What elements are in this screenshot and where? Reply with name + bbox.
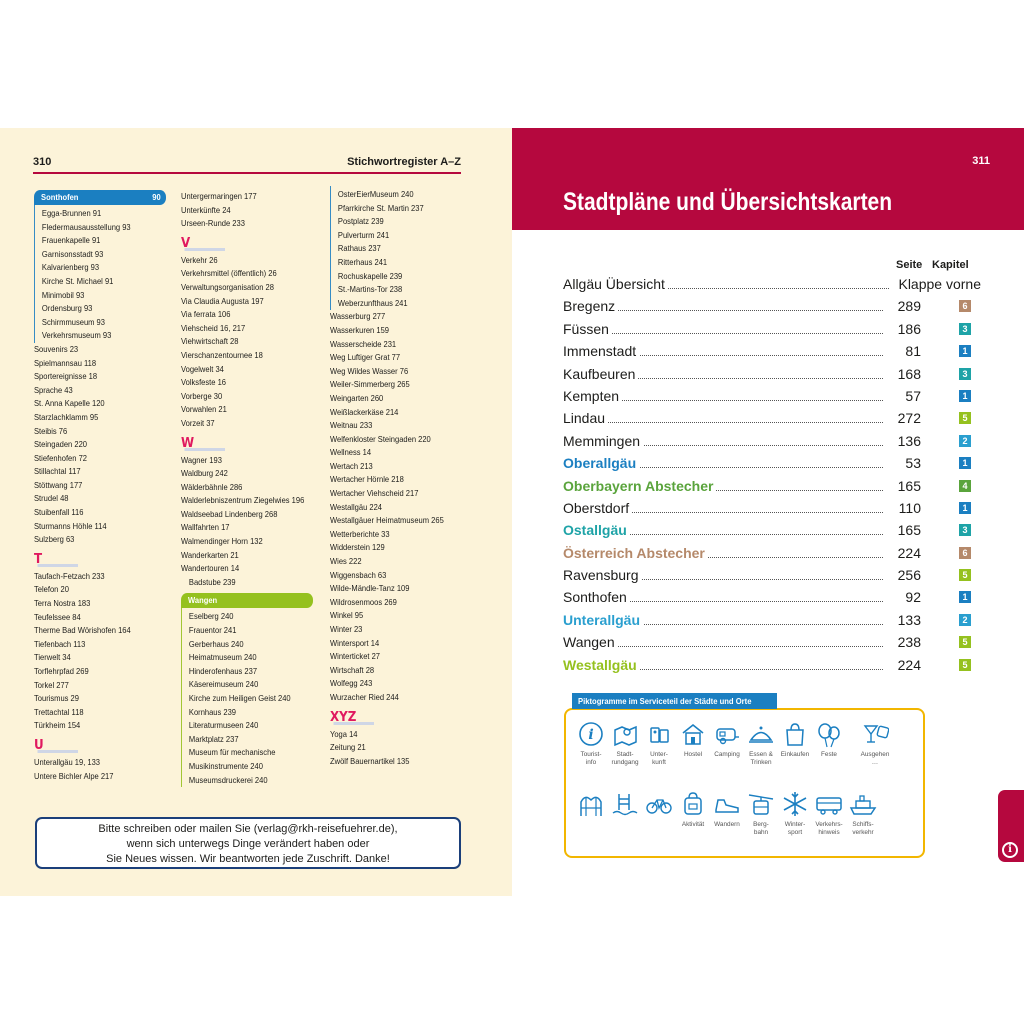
index-entry: Weingarten 260 xyxy=(330,392,384,403)
map-page-number: 289 xyxy=(897,298,921,315)
map-row[interactable] xyxy=(563,586,975,608)
index-entry: Käsereimuseum 240 xyxy=(188,679,259,690)
map-name: Oberbayern Abstecher xyxy=(563,475,716,497)
index-entry: Kornhaus 239 xyxy=(188,706,237,717)
map-row[interactable] xyxy=(563,363,975,385)
chapter-badge: 4 xyxy=(959,480,971,492)
index-entry: Vorberge 30 xyxy=(181,390,223,401)
index-entry: Gerberhaus 240 xyxy=(188,638,244,649)
page-number-left: 310 xyxy=(33,156,52,168)
index-entry: Viehwirtschaft 28 xyxy=(181,336,239,347)
camping-icon xyxy=(713,720,741,748)
pictogram xyxy=(642,720,676,767)
index-entry: Weiler-Simmerberg 265 xyxy=(330,379,410,390)
index-entry: Wandertouren 14 xyxy=(181,563,240,574)
cable-car-icon xyxy=(747,790,775,818)
index-entry: Hinderofenhaus 237 xyxy=(188,665,258,676)
index-entry: Wildrosenmoos 269 xyxy=(330,596,397,607)
info-side-tab[interactable] xyxy=(998,790,1024,862)
index-entry: Wilde-Mändle-Tanz 109 xyxy=(330,583,410,594)
index-entry: Verwaltungsorganisation 28 xyxy=(181,281,274,292)
map-name: Wangen xyxy=(563,631,618,653)
pictogram-label: Stadt- rundgang xyxy=(611,751,639,766)
index-entry: Westallgäu 224 xyxy=(330,501,383,512)
letter-heading-w: W xyxy=(181,436,315,454)
wangen-subentries xyxy=(181,608,315,787)
index-entry: Verkehr 26 xyxy=(181,254,218,265)
map-page-number: 57 xyxy=(905,387,921,404)
index-entry: Waldburg 242 xyxy=(181,468,228,479)
index-entry: Wallfahrten 17 xyxy=(181,522,230,533)
index-entry: Eselberg 240 xyxy=(188,611,234,622)
pictogram xyxy=(574,720,608,767)
chapter-badge: 1 xyxy=(959,457,971,469)
index-entry: Wirtschaft 28 xyxy=(330,664,375,675)
index-entry: Trettachtal 118 xyxy=(34,706,84,717)
pictogram-label: Wandern xyxy=(714,821,740,828)
index-entry: Urseen-Runde 233 xyxy=(181,218,245,229)
index-entry: Steingaden 220 xyxy=(34,439,87,450)
map-name: Memmingen xyxy=(563,430,643,452)
chapter-badge: 5 xyxy=(959,659,971,671)
entries-w-cont xyxy=(330,310,464,704)
index-entry: Therme Bad Wörishofen 164 xyxy=(34,625,131,636)
wandertouren-subentries xyxy=(181,576,315,590)
index-entry: St. Anna Kapelle 120 xyxy=(34,398,105,409)
index-entry: Starzlachklamm 95 xyxy=(34,411,99,422)
index-entry: Vorzeit 37 xyxy=(181,417,215,428)
map-page-number: 168 xyxy=(897,365,921,382)
pictogram-label: Einkaufen xyxy=(780,751,810,758)
map-page-klappe: Klappe vorne xyxy=(896,273,981,295)
pictogram xyxy=(608,790,642,818)
index-entry: Fledermausausstellung 93 xyxy=(41,221,131,232)
index-entry: Verkehrsmittel (öffentlich) 26 xyxy=(181,268,277,279)
map-page-number: 133 xyxy=(897,611,921,628)
index-entry: Weberzunfthaus 241 xyxy=(337,297,408,308)
map-name: Ostallgäu xyxy=(563,519,630,541)
index-entry: Stöttwang 177 xyxy=(34,479,83,490)
map-row[interactable] xyxy=(563,519,975,541)
index-entry: Unterallgäu 19, 133 xyxy=(34,756,101,767)
letter-heading-t: T xyxy=(34,552,166,570)
right-page-header xyxy=(512,128,1024,230)
index-entry: Yoga 14 xyxy=(330,728,358,739)
traffic-info-icon xyxy=(815,790,843,818)
pictogram xyxy=(574,790,608,818)
chapter-badge: 5 xyxy=(959,636,971,648)
index-entry: Winter 23 xyxy=(330,624,363,634)
tourist-info-icon xyxy=(577,720,605,748)
pictogram xyxy=(642,790,676,818)
hostel-icon xyxy=(679,720,707,748)
index-entry: Kirche zum Heiligen Geist 240 xyxy=(188,693,291,703)
index-entry: Tiefenbach 113 xyxy=(34,638,86,649)
index-entry: Rochuskapelle 239 xyxy=(337,270,403,281)
index-entry: Wasserburg 277 xyxy=(330,311,386,322)
entries-u-cont xyxy=(181,190,315,231)
city-tour-icon xyxy=(611,720,639,748)
index-entry: Taufach-Fetzach 233 xyxy=(34,570,105,581)
index-entry: St.-Martins-Tor 238 xyxy=(337,284,403,295)
page-number-right: 311 xyxy=(972,155,990,167)
map-name: Lindau xyxy=(563,407,608,429)
map-name: Westallgäu xyxy=(563,654,640,676)
pictogram xyxy=(608,720,642,767)
index-entry: Weißlackerkäse 214 xyxy=(330,406,399,417)
index-entry: Winterticket 27 xyxy=(330,651,381,662)
index-entry: Zwölf Bauernartikel 135 xyxy=(330,755,410,766)
food-drink-icon xyxy=(747,720,775,748)
map-row[interactable] xyxy=(563,475,975,497)
map-page-number: 224 xyxy=(897,544,921,561)
activity-icon xyxy=(577,790,605,818)
pictogram-label: Feste xyxy=(821,751,837,758)
index-entry: Wasserkuren 159 xyxy=(330,324,389,335)
column-header-seite: Seite xyxy=(896,259,923,271)
chapter-badge: 3 xyxy=(959,323,971,335)
map-row[interactable] xyxy=(563,542,975,564)
index-entry: Wagner 193 xyxy=(181,454,222,465)
left-page-header xyxy=(33,156,461,174)
left-page xyxy=(0,128,512,896)
page-title: Stadtpläne und Übersichtskarten xyxy=(563,188,893,216)
map-row[interactable] xyxy=(563,385,975,407)
map-row[interactable] xyxy=(563,609,975,631)
index-entry: Pfarrkirche St. Martin 237 xyxy=(337,202,424,213)
index-entry: Steibis 76 xyxy=(34,425,68,436)
chapter-badge: 1 xyxy=(959,502,971,514)
sonthofen-header: Sonthofen 90 xyxy=(34,190,166,205)
index-entry: Ordensburg 93 xyxy=(41,303,93,314)
pictogram-label: Essen & Trinken xyxy=(749,751,773,766)
pictogram xyxy=(812,790,846,837)
index-entry: Winkel 95 xyxy=(330,610,364,621)
chapter-badge: 6 xyxy=(959,547,971,559)
index-entry: Vorwahlen 21 xyxy=(181,404,227,415)
index-entry: Sturmanns Höhle 114 xyxy=(34,520,107,531)
index-entry: Zeitung 21 xyxy=(330,742,366,753)
map-row[interactable] xyxy=(563,654,975,676)
index-column-3 xyxy=(330,190,464,768)
index-entry: Stillachtal 117 xyxy=(34,466,81,477)
index-entry: Walderlebniszentrum Ziegelwies 196 xyxy=(181,495,305,506)
index-entry: Schirmmuseum 93 xyxy=(41,316,105,327)
chapter-badge: 1 xyxy=(959,390,971,402)
pictogram-label: Schiffs- verkehr xyxy=(852,821,874,836)
nightlife-icon xyxy=(861,720,889,748)
index-entry: Wies 222 xyxy=(330,556,362,567)
map-name: Kaufbeuren xyxy=(563,363,638,385)
map-row[interactable] xyxy=(563,295,975,317)
map-name: Immenstadt xyxy=(563,340,639,362)
map-row[interactable] xyxy=(563,497,975,519)
ship-icon xyxy=(849,790,877,818)
running-title: Stichwortregister A–Z xyxy=(347,156,461,168)
chapter-badge: 2 xyxy=(959,614,971,626)
entries-t xyxy=(34,570,166,733)
index-entry: Egga-Brunnen 91 xyxy=(41,208,102,218)
letter-heading-u: U xyxy=(34,738,166,756)
chapter-badge: 3 xyxy=(959,524,971,536)
map-page-number: 272 xyxy=(897,410,921,427)
index-entry: Museum für mechanische xyxy=(188,747,276,758)
shopping-icon xyxy=(781,720,809,748)
index-entry: Verkehrsmuseum 93 xyxy=(41,330,112,341)
map-name: Unterallgäu xyxy=(563,609,643,631)
index-entry: Frauentor 241 xyxy=(188,625,237,636)
index-entry: Telefon 20 xyxy=(34,584,69,595)
pictogram-label: Winter- sport xyxy=(784,821,806,836)
index-entry: Walmendinger Horn 132 xyxy=(181,536,263,547)
index-entry: Vogelwelt 34 xyxy=(181,363,224,374)
pictogram xyxy=(710,720,744,759)
index-entry: Literaturmuseen 240 xyxy=(188,720,259,731)
index-entry: Vierschanzentournee 18 xyxy=(181,349,263,360)
entries-w xyxy=(181,454,315,576)
info-icon: i xyxy=(1002,842,1018,858)
index-entry: Westallgäuer Heimatmuseum 265 xyxy=(330,515,444,526)
index-entry: Wertacher Hörnle 218 xyxy=(330,474,404,485)
index-entry: Torkel 277 xyxy=(34,679,69,690)
map-row[interactable] xyxy=(563,318,975,340)
pictogram-label: Aktivität xyxy=(681,821,705,828)
accommodation-icon xyxy=(645,720,673,748)
map-row[interactable] xyxy=(563,631,975,653)
index-entry: Teufelssee 84 xyxy=(34,611,81,622)
pictogram-label: Hostel xyxy=(683,751,703,758)
map-name: Oberstdorf xyxy=(563,497,632,519)
index-entry: Wellness 14 xyxy=(330,447,372,458)
index-entry: Ritterhaus 241 xyxy=(337,256,388,267)
chapter-badge: 5 xyxy=(959,412,971,424)
map-page-number: 53 xyxy=(905,455,921,472)
pictogram xyxy=(744,790,778,837)
index-entry: Pulverturm 241 xyxy=(337,229,390,240)
pictogram-label: Berg- bahn xyxy=(753,821,769,836)
pictogram-label: Verkehrs- hinweis xyxy=(815,821,843,836)
sonthofen-subentries xyxy=(34,205,166,343)
index-entry: Minimobil 93 xyxy=(41,289,85,300)
pictogram-label: Tourist- info xyxy=(580,751,602,766)
index-entry: Wälderbähnle 286 xyxy=(181,481,243,492)
entries-u xyxy=(34,756,166,783)
index-entry: Heimatmuseum 240 xyxy=(188,652,257,663)
index-entry: Torflehrpfad 269 xyxy=(34,666,89,676)
map-row[interactable] xyxy=(563,407,975,429)
index-entry: Wertach 213 xyxy=(330,460,373,471)
index-column-2 xyxy=(181,190,315,787)
pictogram-title: Piktogramme im Serviceteil der Städte und Orte xyxy=(572,693,777,709)
pictogram xyxy=(676,720,710,759)
winter-sport-icon xyxy=(781,790,809,818)
map-page-number: 110 xyxy=(898,499,921,516)
map-page-number: 92 xyxy=(905,589,921,606)
index-entry: Sulzberg 63 xyxy=(34,534,75,545)
dot-leader xyxy=(563,422,883,423)
index-entry: Stuibenfall 116 xyxy=(34,507,84,518)
index-entry: Kirche St. Michael 91 xyxy=(41,275,114,286)
map-name: Kempten xyxy=(563,385,622,407)
feedback-notice: Bitte schreiben oder mailen Sie (verlag@rkh-reisefuehrer.de), wenn sich unterwegs Dinge verändert haben oder Sie Neues wissen. Wir beantworten jede Zuschrift. Danke! xyxy=(35,817,461,869)
index-entry: Via Claudia Augusta 197 xyxy=(181,295,264,306)
index-entry: Sprache 43 xyxy=(34,384,73,395)
index-entry: Badstube 239 xyxy=(188,576,236,587)
index-entry: Wertacher Viehscheid 217 xyxy=(330,488,419,499)
festival-icon xyxy=(815,720,843,748)
wangen-header: Wangen xyxy=(181,593,313,608)
map-name: Sonthofen xyxy=(563,586,630,608)
pictogram xyxy=(858,720,892,767)
index-entry: Wolfegg 243 xyxy=(330,678,373,689)
map-row[interactable] xyxy=(563,430,975,452)
index-entry: Terra Nostra 183 xyxy=(34,598,91,609)
letter-heading-v: V xyxy=(181,236,315,254)
map-row[interactable] xyxy=(563,564,975,586)
map-page-number: 165 xyxy=(897,477,921,494)
index-entry: Musikinstrumente 240 xyxy=(188,760,263,771)
pictogram-label: Unter- kunft xyxy=(650,751,668,766)
map-row[interactable] xyxy=(563,452,975,474)
index-entry: OsterEierMuseum 240 xyxy=(337,189,414,199)
index-entry: Kalvarienberg 93 xyxy=(41,262,100,273)
chapter-badge: 6 xyxy=(959,300,971,312)
index-entry: Stiefenhofen 72 xyxy=(34,452,87,463)
index-entry: Wetterberichte 33 xyxy=(330,528,390,539)
index-entry: Souvenirs 23 xyxy=(34,343,79,354)
index-entry: Wintersport 14 xyxy=(330,637,380,648)
shoe-icon xyxy=(713,790,741,818)
chapter-badge: 2 xyxy=(959,435,971,447)
index-entry: Welfenkloster Steingaden 220 xyxy=(330,433,431,444)
pictogram-label: Ausgehen … xyxy=(860,751,890,766)
pictogram xyxy=(778,790,812,837)
entries-v xyxy=(181,254,315,431)
index-entry: Wiggensbach 63 xyxy=(330,569,387,580)
index-entry: Postplatz 239 xyxy=(337,216,384,227)
map-page-number: 238 xyxy=(897,634,921,651)
map-name: Ravensburg xyxy=(563,564,642,586)
index-entry: Tourismus 29 xyxy=(34,693,79,704)
pictogram xyxy=(744,720,778,767)
map-list xyxy=(563,273,981,676)
index-entry: Untergermaringen 177 xyxy=(181,191,257,201)
map-row[interactable] xyxy=(563,340,975,362)
map-name: Oberallgäu xyxy=(563,452,639,474)
index-entry: Weg Luftiger Grat 77 xyxy=(330,352,401,363)
pictogram xyxy=(812,720,846,759)
map-page-number: 81 xyxy=(905,343,921,360)
index-entry: Widderstein 129 xyxy=(330,542,385,553)
pictogram xyxy=(846,790,880,837)
map-page-number: 224 xyxy=(897,656,921,673)
index-entry: Spielmannsau 118 xyxy=(34,357,97,368)
map-name: Füssen xyxy=(563,318,612,340)
index-entry: Wanderkarten 21 xyxy=(181,549,239,560)
entries-s xyxy=(34,343,166,547)
pool-icon xyxy=(611,790,639,818)
chapter-badge: 1 xyxy=(959,345,971,357)
index-entry: Wurzacher Ried 244 xyxy=(330,691,399,702)
map-page-number: 186 xyxy=(897,320,921,337)
pictogram-label: Camping xyxy=(714,751,740,758)
bike-icon xyxy=(645,790,673,818)
column-header-kapitel: Kapitel xyxy=(932,259,969,271)
map-name: Bregenz xyxy=(563,295,618,317)
pictogram xyxy=(778,720,812,759)
index-entry: Sportereignisse 18 xyxy=(34,371,98,382)
index-entry: Via ferrata 106 xyxy=(181,309,231,320)
index-entry: Garnisonsstadt 93 xyxy=(41,248,104,259)
index-entry: Weg Wildes Wasser 76 xyxy=(330,365,409,376)
map-page-number: 165 xyxy=(897,522,921,539)
index-entry: Wasserscheide 231 xyxy=(330,338,397,349)
index-entry: Unterkünfte 24 xyxy=(181,204,231,215)
chapter-badge: 3 xyxy=(959,368,971,380)
map-name: Allgäu Übersicht xyxy=(563,273,668,295)
wangen-subentries-cont xyxy=(330,186,464,310)
index-entry: Marktplatz 237 xyxy=(188,733,239,744)
index-entry: Volksfeste 16 xyxy=(181,377,226,388)
index-entry: Untere Bichler Alpe 217 xyxy=(34,770,114,781)
chapter-badge: 1 xyxy=(959,591,971,603)
svg-text:i: i xyxy=(588,727,594,743)
index-entry: Strudel 48 xyxy=(34,493,69,504)
map-page-number: 136 xyxy=(897,432,921,449)
index-entry: Viehscheid 16, 217 xyxy=(181,322,246,333)
index-entry: Rathaus 237 xyxy=(337,243,381,254)
map-name: Österreich Abstecher xyxy=(563,542,708,564)
index-column-1 xyxy=(34,190,166,783)
hiking-icon xyxy=(679,790,707,818)
index-entry: Türkheim 154 xyxy=(34,720,81,731)
index-entry: Tierwelt 34 xyxy=(34,652,71,663)
chapter-badge: 5 xyxy=(959,569,971,581)
pictogram xyxy=(676,790,710,829)
letter-heading-xyz: XYZ xyxy=(330,710,464,728)
map-page-number: 256 xyxy=(897,567,921,584)
entries-xyz xyxy=(330,728,464,769)
index-entry: Frauenkapelle 91 xyxy=(41,235,101,246)
index-entry: Museumsdruckerei 240 xyxy=(188,774,268,785)
pictogram xyxy=(710,790,744,829)
index-entry: Weitnau 233 xyxy=(330,420,373,431)
map-row[interactable] xyxy=(563,273,981,295)
right-page xyxy=(512,128,1024,896)
index-entry: Waldseebad Lindenberg 268 xyxy=(181,508,278,519)
